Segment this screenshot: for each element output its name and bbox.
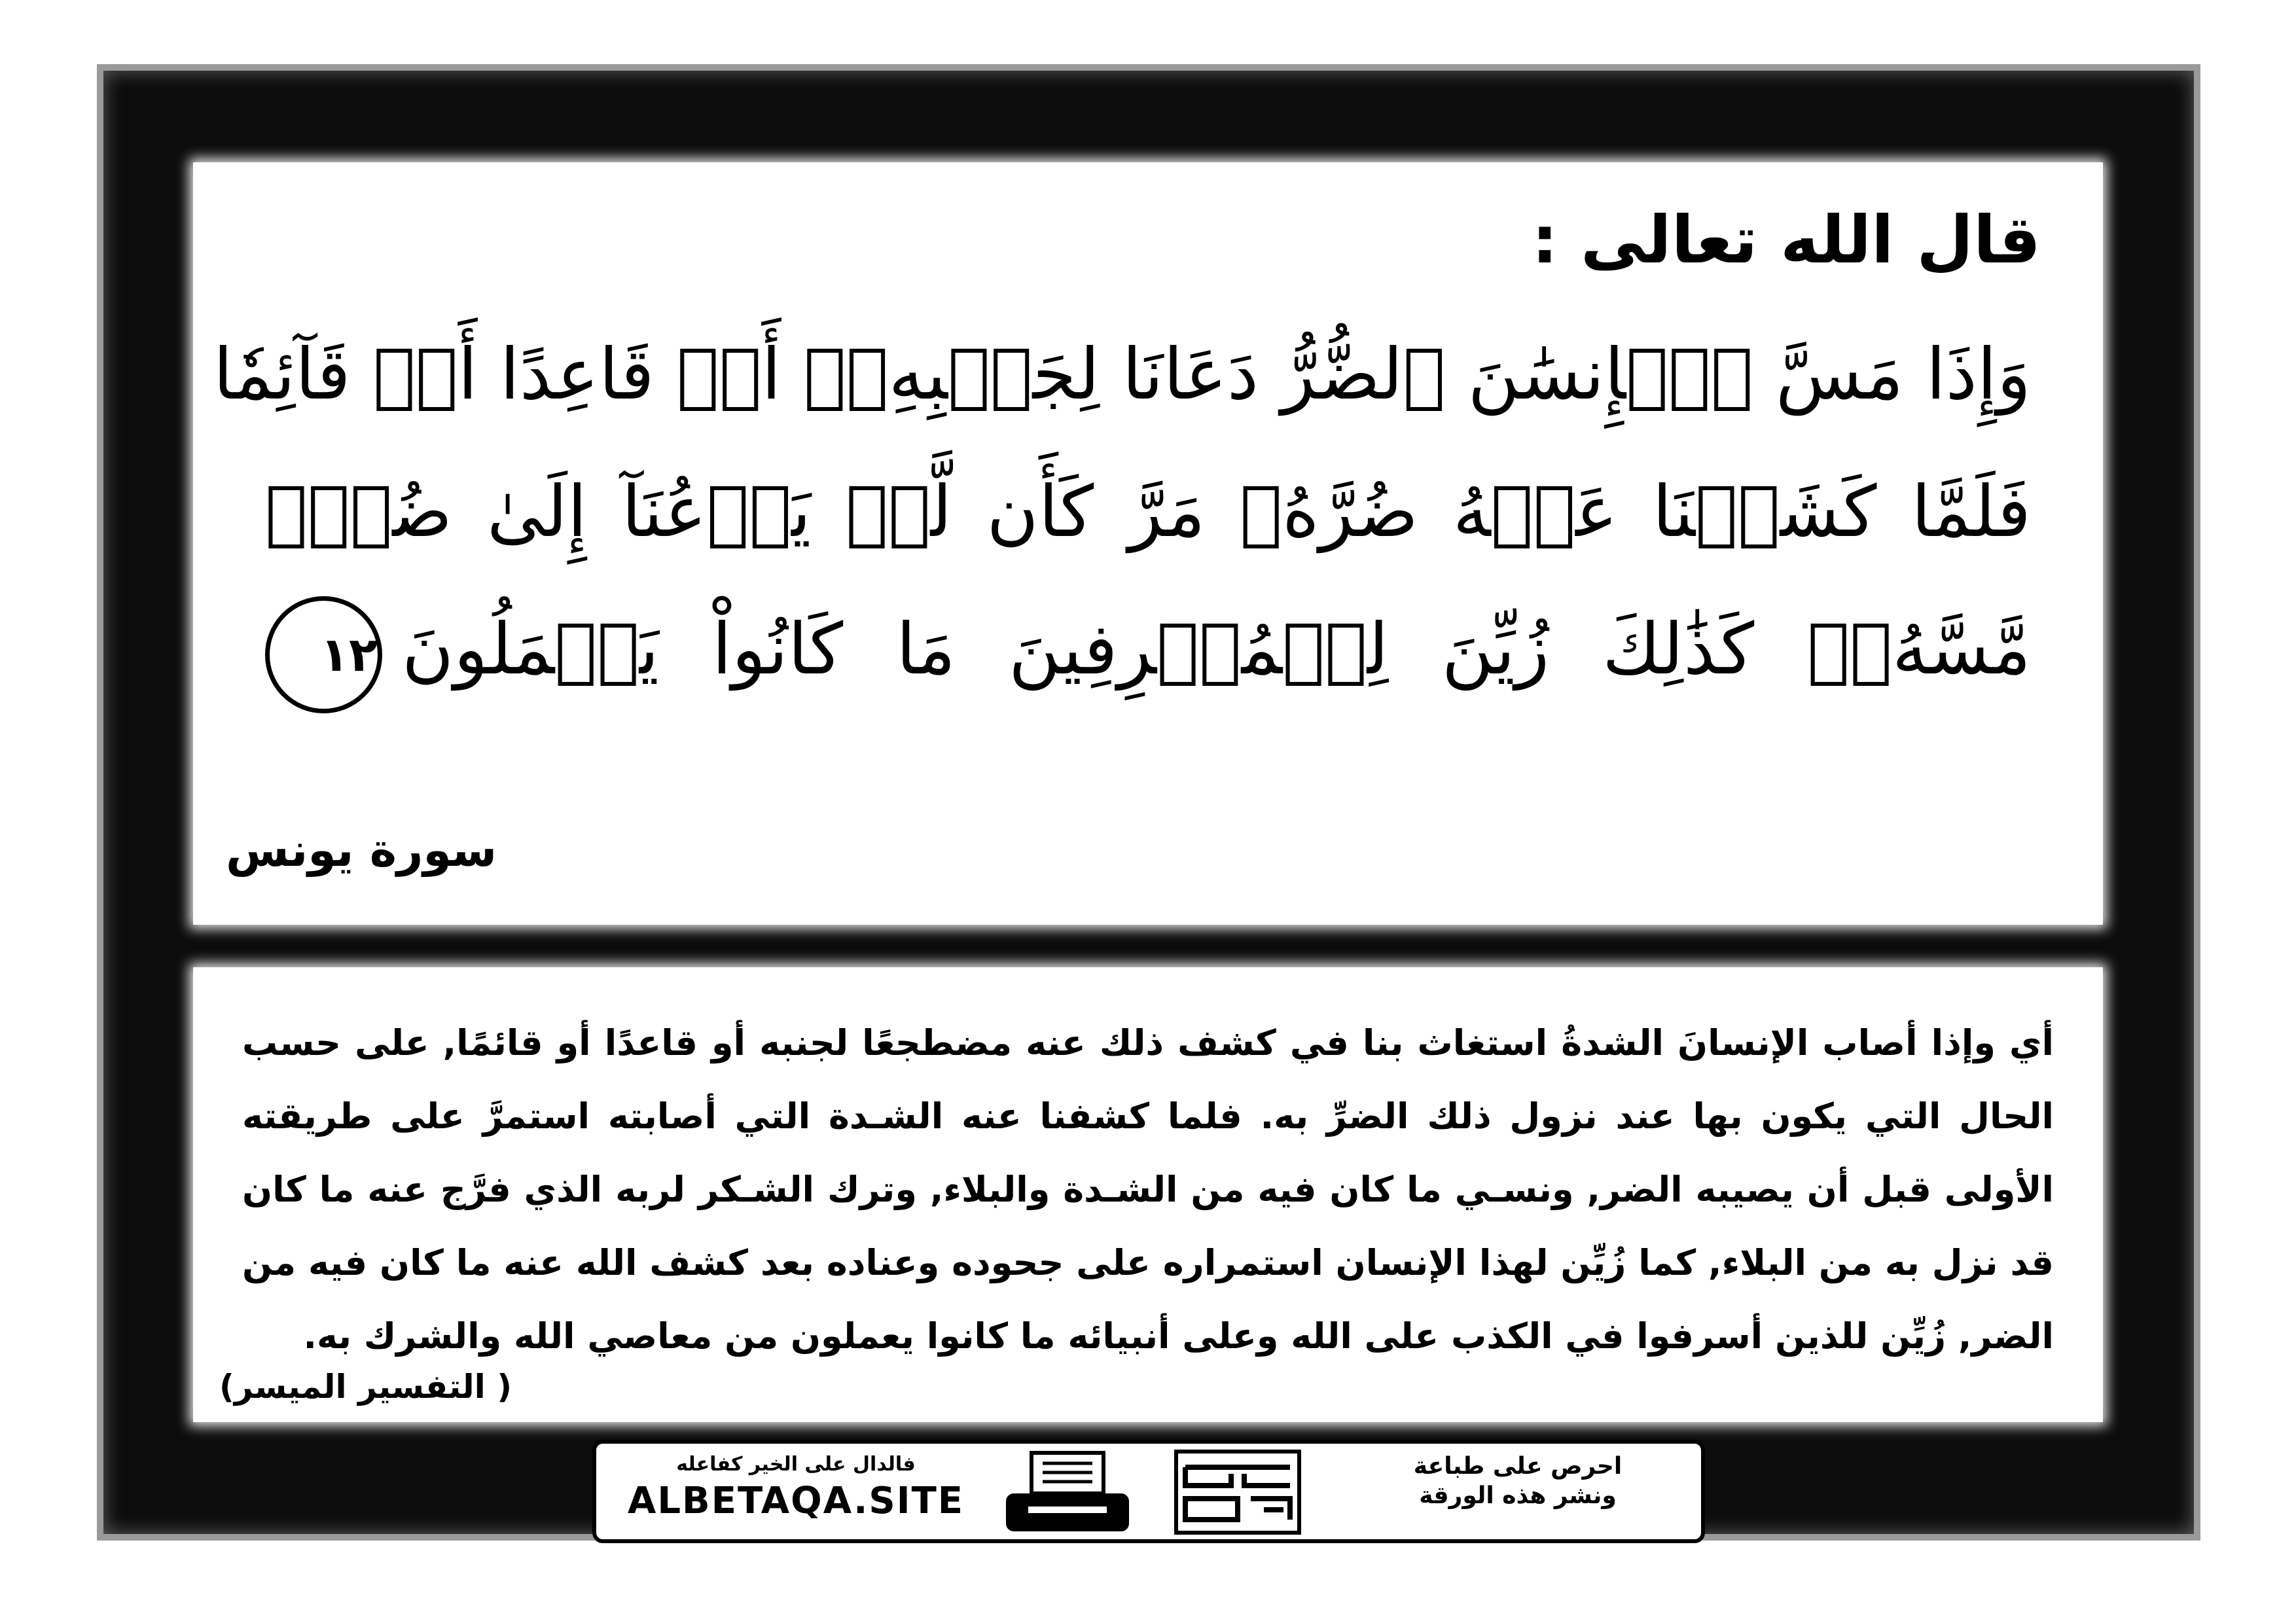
tafsir-text: أي وإذا أصاب الإنسانَ الشدةُ استغاث بنا في كشف ذلك عنه مضطجعًا لجنبه أو قاعدًا أو قائمًا, على حسب الحال التي يكون بها عند نزول ذلك الضرِّ به. فلما كشفنا عنه الشـدة التي أصابته استمرَّ على طريقته الأولى قبل أن يصيبه الضر, ونسـي ما كان فيه من الشـدة والبلاء, وترك الشـكر لربه الذي فرَّج عنه ما كان قد نزل به من البلاء, كما زُيِّن لهذا الإنسان استمراره على جحوده وعناده بعد كشف الله عنه ما كان فيه من الضر, زُيِّن للذين أسرفوا في الكذب على الله وعلى أنبيائه ما كانوا يعملون من معاصي الله والشرك به.: [242, 1022, 2054, 1357]
footer-print-note: [1335, 1444, 1701, 1539]
printer-icon: [1002, 1450, 1133, 1535]
quran-verse: [213, 306, 2031, 719]
verse-line: وَإِذَا مَسَّ ٱلۡإِنسَٰنَ ٱلضُّرُّ دَعَانَا لِجَنۢبِهِۦٓ أَوۡ قَاعِدًا أَوۡ قَآئِمٗا: [213, 334, 2031, 416]
verse-line: فَلَمَّا كَشَفۡنَا عَنۡهُ ضُرَّهُۥ مَرَّ كَأَن لَّمۡ يَدۡعُنَآ إِلَىٰ ضُرّٖ: [265, 471, 2031, 553]
verse-heading: قال الله تعالى :: [1532, 202, 2041, 278]
ayah-number-marker: ١٢: [265, 596, 382, 713]
dawa-logo-icon: [1172, 1448, 1303, 1537]
footer-saying: فالدال على الخير كفاعله: [676, 1453, 916, 1476]
footer-bar: [592, 1440, 1705, 1543]
print-note-line: ونشر هذه الورقة: [1419, 1482, 1617, 1509]
tafsir-source: ( التفسير الميسر): [219, 1368, 512, 1406]
surah-name: سورة يونس: [226, 823, 497, 877]
verse-panel: [193, 162, 2103, 925]
verse-line: [265, 581, 2031, 719]
site-link[interactable]: ALBETAQA.SITE: [627, 1480, 965, 1522]
verse-line-text: مَّسَّهُۥۚ كَذَٰلِكَ زُيِّنَ لِلۡمُسۡرِفِينَ مَا كَانُواْ يَعۡمَلُونَ: [402, 609, 2031, 690]
tafsir-panel: [193, 967, 2103, 1422]
footer-site-block: [596, 1444, 996, 1539]
print-note-line: احرص على طباعة: [1413, 1453, 1623, 1480]
